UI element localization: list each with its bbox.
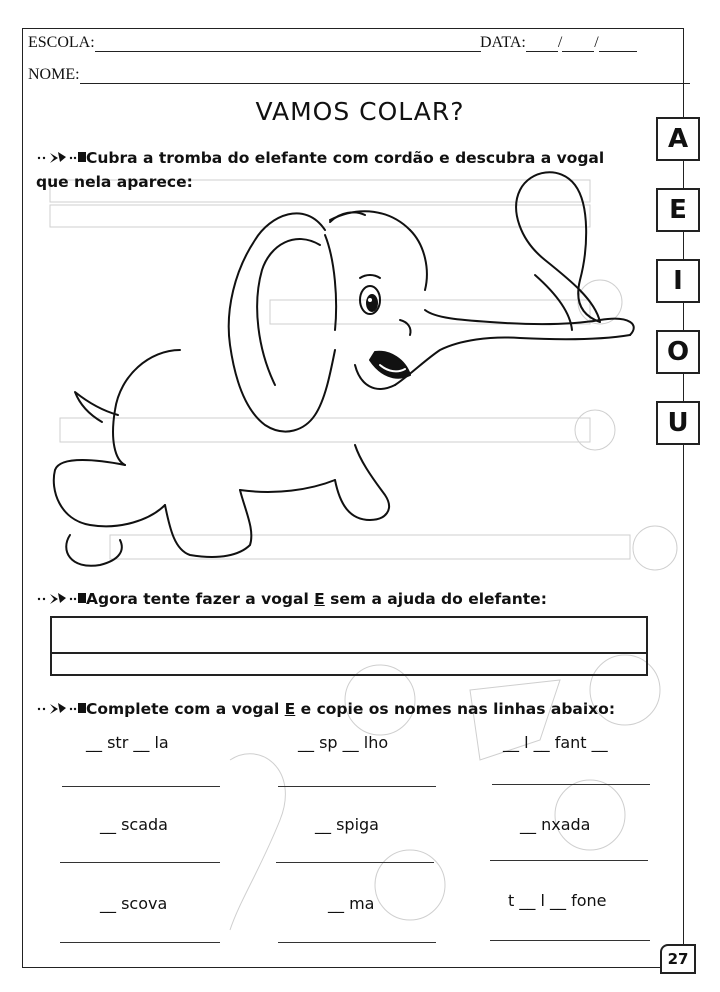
instruction-1-line2: que nela aparece: xyxy=(36,173,193,191)
answer-line-espelho[interactable] xyxy=(278,786,436,787)
name-row xyxy=(28,66,690,84)
instruction-3-vowel: E xyxy=(284,700,296,718)
instruction-3-text-before: Complete com a vogal xyxy=(86,700,285,718)
school-field[interactable] xyxy=(95,35,481,52)
page-title: VAMOS COLAR? xyxy=(255,97,465,126)
instruction-2-text-after: sem a ajuda do elefante: xyxy=(324,590,547,608)
school-label: ESCOLA: xyxy=(28,34,95,51)
answer-line-estrela[interactable] xyxy=(62,786,220,787)
date-label: DATA: xyxy=(480,34,526,51)
dotted-arrow-bullet-icon xyxy=(36,701,86,715)
answer-line-ema[interactable] xyxy=(278,942,436,943)
name-field[interactable] xyxy=(80,67,690,84)
word-prompt-estrela: __ str __ la xyxy=(86,733,169,752)
answer-line-escova[interactable] xyxy=(60,942,220,943)
word-prompt-espiga: __ spiga xyxy=(315,815,379,834)
answer-line-enxada[interactable] xyxy=(490,860,648,861)
answer-line-escada[interactable] xyxy=(60,862,220,863)
word-prompt-escada: __ scada xyxy=(100,815,168,834)
answer-line-espiga[interactable] xyxy=(276,862,434,863)
answer-line-telefone[interactable] xyxy=(490,940,650,941)
instruction-2-vowel: E xyxy=(314,590,325,608)
date-separator: / xyxy=(557,34,563,51)
date-row xyxy=(480,34,637,52)
dotted-arrow-bullet-icon xyxy=(36,591,86,605)
name-label: NOME: xyxy=(28,66,80,83)
vowel-card-u[interactable]: U xyxy=(656,401,700,445)
vowel-card-i[interactable]: I xyxy=(656,259,700,303)
instruction-2 xyxy=(36,587,656,611)
word-prompt-telefone: t __ l __ fone xyxy=(508,891,607,910)
instruction-2-text-before: Agora tente fazer a vogal xyxy=(86,590,315,608)
instruction-3-text-after: e copie os nomes nas linhas abaixo: xyxy=(295,700,616,718)
word-prompt-escova: __ scova xyxy=(100,894,168,913)
instruction-3 xyxy=(36,697,656,721)
vowel-card-e[interactable]: E xyxy=(656,188,700,232)
vowel-card-a[interactable]: A xyxy=(656,117,700,161)
word-prompt-espelho: __ sp __ lho xyxy=(298,733,389,752)
elephant-illustration xyxy=(40,160,640,580)
word-prompt-elefante: __ l __ fant __ xyxy=(503,733,608,752)
date-year-field[interactable] xyxy=(599,35,637,52)
school-row xyxy=(28,34,481,52)
handwriting-band[interactable] xyxy=(50,616,648,676)
handwriting-midline xyxy=(52,652,646,654)
word-prompt-enxada: __ nxada xyxy=(520,815,591,834)
word-prompt-ema: __ ma xyxy=(328,894,375,913)
date-month-field[interactable] xyxy=(562,35,594,52)
page-number: 27 xyxy=(660,944,696,974)
date-day-field[interactable] xyxy=(526,35,558,52)
instruction-1-line1: Cubra a tromba do elefante com cordão e descubra a vogal xyxy=(86,149,605,167)
date-separator: / xyxy=(594,34,599,51)
answer-line-elefante[interactable] xyxy=(492,784,650,785)
vowel-card-o[interactable]: O xyxy=(656,330,700,374)
